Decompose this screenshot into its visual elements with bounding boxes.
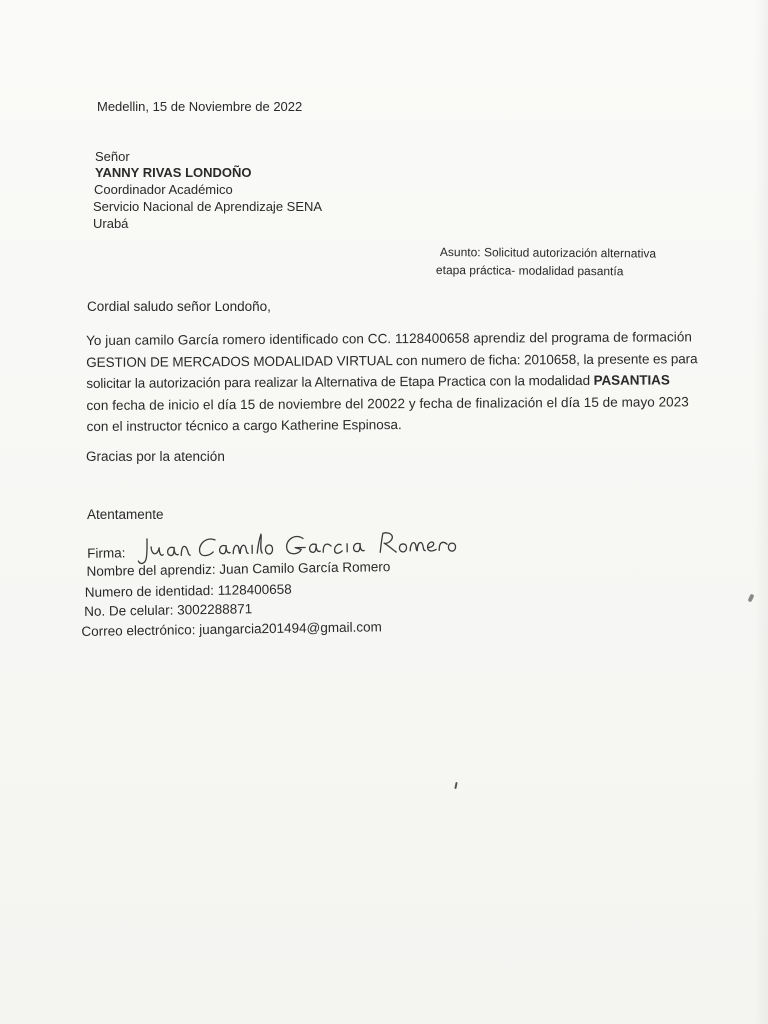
- body-line-4: con fecha de inicio el día 15 de noviembre del 20022 y fecha de finalización el día 15 de mayo 2023: [86, 393, 689, 413]
- signature-label: Firma:: [87, 545, 126, 561]
- recipient-name: YANNY RIVAS LONDOÑO: [95, 165, 252, 180]
- student-name: Nombre del aprendiz: Juan Camilo García Romero: [86, 559, 391, 579]
- scan-speck: [454, 782, 457, 789]
- recipient-city: Urabá: [93, 216, 129, 231]
- subject-line-2: etapa práctica- modalidad pasantía: [435, 263, 624, 279]
- greeting: Cordial saludo señor Londoño,: [87, 299, 271, 314]
- modality-highlight: PASANTIAS: [593, 372, 670, 388]
- recipient-role: Coordinador Académico: [94, 182, 233, 197]
- recipient-salutation: Señor: [95, 149, 130, 164]
- id-number: Numero de identidad: 1128400658: [84, 581, 292, 600]
- thanks-line: Gracias por la atención: [86, 449, 225, 464]
- body-paragraph: [86, 326, 717, 437]
- page-edge-shadow: [754, 0, 768, 1024]
- body-line-3-text: solicitar la autorización para realizar la Alternativa de Etapa Practica con la modalidad: [86, 372, 594, 391]
- subject-line-1: Asunto: Solicitud autorización alternativa: [439, 245, 657, 261]
- body-line-2: GESTION DE MERCADOS MODALIDAD VIRTUAL con numero de ficha: 2010658, la presente es para: [86, 350, 698, 370]
- body-line-3: [86, 369, 716, 394]
- phone-number: No. De celular: 3002288871: [84, 601, 253, 619]
- recipient-organization: Servicio Nacional de Aprendizaje SENA: [93, 199, 323, 214]
- date-line: Medellin, 15 de Noviembre de 2022: [97, 99, 303, 114]
- body-line-5: con el instructor técnico a cargo Katherine Espinosa.: [86, 417, 402, 434]
- closing-line: Atentamente: [87, 507, 164, 522]
- email-address: Correo electrónico: juangarcia201494@gmail.com: [81, 619, 382, 639]
- body-line-1: Yo juan camilo García romero identificado con CC. 1128400658 aprendiz del programa de formación: [86, 329, 692, 348]
